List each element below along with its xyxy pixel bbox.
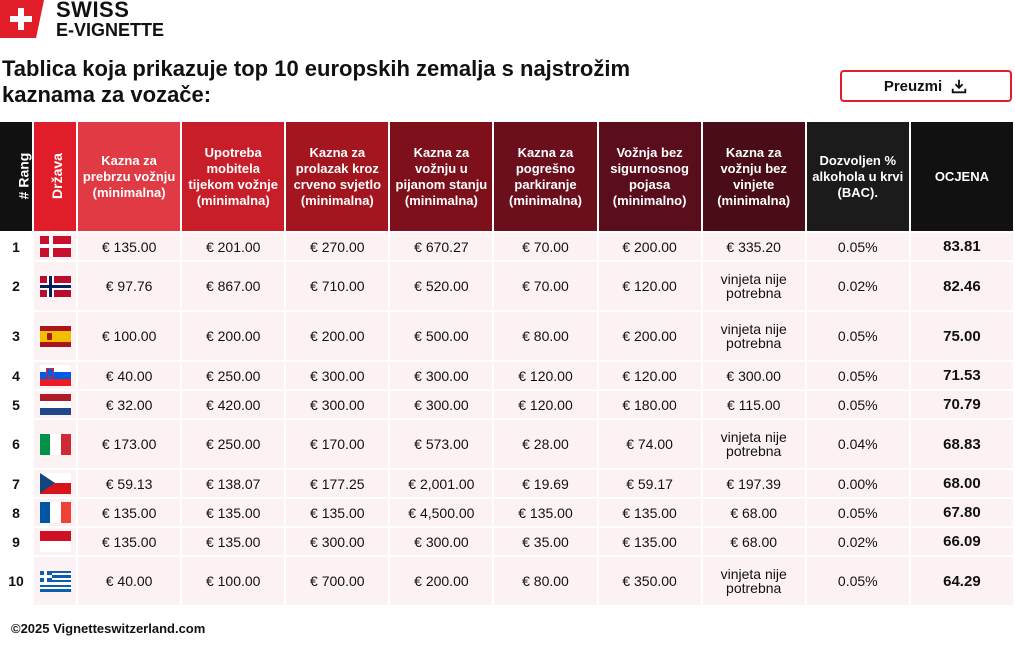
country-cell bbox=[34, 420, 76, 468]
phone-cell: € 200.00 bbox=[182, 312, 284, 360]
speeding-cell: € 32.00 bbox=[78, 391, 180, 418]
header-vignette: Kazna za vožnju bez vinjete (minimalna) bbox=[703, 122, 805, 231]
redlight-cell: € 700.00 bbox=[286, 557, 388, 605]
country-cell bbox=[34, 362, 76, 389]
header-seatbelt: Vožnja bez sigurnosnog pojasa (minimalno) bbox=[599, 122, 701, 231]
netherlands-flag-icon bbox=[40, 394, 71, 415]
parking-cell: € 35.00 bbox=[494, 528, 596, 555]
logo-line2: E-VIGNETTE bbox=[56, 20, 165, 40]
score-cell: 67.80 bbox=[911, 499, 1013, 526]
redlight-cell: € 300.00 bbox=[286, 362, 388, 389]
parking-cell: € 80.00 bbox=[494, 557, 596, 605]
seatbelt-cell: € 200.00 bbox=[599, 312, 701, 360]
phone-cell: € 250.00 bbox=[182, 362, 284, 389]
swiss-flag-icon bbox=[0, 0, 44, 38]
vignette-cell: € 115.00 bbox=[703, 391, 805, 418]
speeding-cell: € 135.00 bbox=[78, 499, 180, 526]
drunk-cell: € 670.27 bbox=[390, 233, 492, 260]
country-cell bbox=[34, 470, 76, 497]
drunk-cell: € 300.00 bbox=[390, 362, 492, 389]
table-row bbox=[0, 362, 1013, 389]
table-row bbox=[0, 528, 1013, 555]
rank-cell: 9 bbox=[0, 528, 32, 555]
seatbelt-cell: € 350.00 bbox=[599, 557, 701, 605]
table-row bbox=[0, 557, 1013, 605]
bac-cell: 0.00% bbox=[807, 470, 909, 497]
rank-cell: 1 bbox=[0, 233, 32, 260]
rank-cell: 10 bbox=[0, 557, 32, 605]
bac-cell: 0.05% bbox=[807, 233, 909, 260]
vignette-cell: vinjeta nije potrebna bbox=[703, 262, 805, 310]
download-icon bbox=[950, 77, 968, 95]
bac-cell: 0.05% bbox=[807, 312, 909, 360]
drunk-cell: € 200.00 bbox=[390, 557, 492, 605]
speeding-cell: € 59.13 bbox=[78, 470, 180, 497]
seatbelt-cell: € 180.00 bbox=[599, 391, 701, 418]
country-cell bbox=[34, 557, 76, 605]
vignette-cell: € 335.20 bbox=[703, 233, 805, 260]
header-parking: Kazna za pogrešno parkiranje (minimalna) bbox=[494, 122, 596, 231]
drunk-cell: € 500.00 bbox=[390, 312, 492, 360]
table-row bbox=[0, 470, 1013, 497]
phone-cell: € 135.00 bbox=[182, 499, 284, 526]
rank-cell: 2 bbox=[0, 262, 32, 310]
phone-cell: € 201.00 bbox=[182, 233, 284, 260]
header-row bbox=[0, 122, 1013, 231]
seatbelt-cell: € 74.00 bbox=[599, 420, 701, 468]
country-cell bbox=[34, 391, 76, 418]
france-flag-icon bbox=[40, 502, 71, 523]
bac-cell: 0.05% bbox=[807, 499, 909, 526]
parking-cell: € 135.00 bbox=[494, 499, 596, 526]
rank-cell: 8 bbox=[0, 499, 32, 526]
slovenia-flag-icon bbox=[40, 365, 71, 386]
seatbelt-cell: € 120.00 bbox=[599, 262, 701, 310]
country-cell bbox=[34, 233, 76, 260]
phone-cell: € 867.00 bbox=[182, 262, 284, 310]
redlight-cell: € 270.00 bbox=[286, 233, 388, 260]
vignette-cell: vinjeta nije potrebna bbox=[703, 312, 805, 360]
vignette-cell: € 197.39 bbox=[703, 470, 805, 497]
rank-cell: 4 bbox=[0, 362, 32, 389]
greece-flag-icon bbox=[40, 571, 71, 592]
parking-cell: € 120.00 bbox=[494, 362, 596, 389]
logo bbox=[0, 0, 200, 40]
table-row bbox=[0, 499, 1013, 526]
score-cell: 66.09 bbox=[911, 528, 1013, 555]
country-cell bbox=[34, 528, 76, 555]
redlight-cell: € 200.00 bbox=[286, 312, 388, 360]
denmark-flag-icon bbox=[40, 236, 71, 257]
drunk-cell: € 573.00 bbox=[390, 420, 492, 468]
header-drunk: Kazna za vožnju u pijanom stanju (minimalna) bbox=[390, 122, 492, 231]
table-row bbox=[0, 262, 1013, 310]
bac-cell: 0.05% bbox=[807, 557, 909, 605]
rank-cell: 7 bbox=[0, 470, 32, 497]
monaco-flag-icon bbox=[40, 531, 71, 552]
score-cell: 82.46 bbox=[911, 262, 1013, 310]
speeding-cell: € 135.00 bbox=[78, 528, 180, 555]
seatbelt-cell: € 120.00 bbox=[599, 362, 701, 389]
parking-cell: € 70.00 bbox=[494, 233, 596, 260]
drunk-cell: € 4,500.00 bbox=[390, 499, 492, 526]
speeding-cell: € 40.00 bbox=[78, 557, 180, 605]
vignette-cell: € 300.00 bbox=[703, 362, 805, 389]
speeding-cell: € 100.00 bbox=[78, 312, 180, 360]
bac-cell: 0.05% bbox=[807, 362, 909, 389]
table-row bbox=[0, 312, 1013, 360]
parking-cell: € 28.00 bbox=[494, 420, 596, 468]
seatbelt-cell: € 135.00 bbox=[599, 528, 701, 555]
redlight-cell: € 135.00 bbox=[286, 499, 388, 526]
header-phone: Upotreba mobitela tijekom vožnje (minimalna) bbox=[182, 122, 284, 231]
drunk-cell: € 2,001.00 bbox=[390, 470, 492, 497]
seatbelt-cell: € 59.17 bbox=[599, 470, 701, 497]
vignette-cell: € 68.00 bbox=[703, 528, 805, 555]
speeding-cell: € 40.00 bbox=[78, 362, 180, 389]
bac-cell: 0.02% bbox=[807, 528, 909, 555]
vignette-cell: vinjeta nije potrebna bbox=[703, 420, 805, 468]
table-row bbox=[0, 391, 1013, 418]
country-cell bbox=[34, 499, 76, 526]
header-score: OCJENA bbox=[911, 122, 1013, 231]
bac-cell: 0.02% bbox=[807, 262, 909, 310]
score-cell: 64.29 bbox=[911, 557, 1013, 605]
parking-cell: € 19.69 bbox=[494, 470, 596, 497]
drunk-cell: € 300.00 bbox=[390, 528, 492, 555]
table-row bbox=[0, 233, 1013, 260]
bac-cell: 0.05% bbox=[807, 391, 909, 418]
header-bac: Dozvoljen % alkohola u krvi (BAC). bbox=[807, 122, 909, 231]
drunk-cell: € 520.00 bbox=[390, 262, 492, 310]
vignette-cell: € 68.00 bbox=[703, 499, 805, 526]
logo-line1: SWISS bbox=[56, 0, 130, 22]
czech-flag-icon bbox=[40, 473, 71, 494]
parking-cell: € 120.00 bbox=[494, 391, 596, 418]
phone-cell: € 250.00 bbox=[182, 420, 284, 468]
redlight-cell: € 710.00 bbox=[286, 262, 388, 310]
speeding-cell: € 97.76 bbox=[78, 262, 180, 310]
table-row bbox=[0, 420, 1013, 468]
parking-cell: € 70.00 bbox=[494, 262, 596, 310]
bac-cell: 0.04% bbox=[807, 420, 909, 468]
download-label: Preuzmi bbox=[883, 77, 943, 95]
country-cell bbox=[34, 262, 76, 310]
score-cell: 68.00 bbox=[911, 470, 1013, 497]
vignette-cell: vinjeta nije potrebna bbox=[703, 557, 805, 605]
penalties-table bbox=[0, 120, 1015, 607]
speeding-cell: € 173.00 bbox=[78, 420, 180, 468]
phone-cell: € 135.00 bbox=[182, 528, 284, 555]
rank-cell: 5 bbox=[0, 391, 32, 418]
spain-flag-icon bbox=[40, 326, 71, 347]
rank-cell: 6 bbox=[0, 420, 32, 468]
phone-cell: € 420.00 bbox=[182, 391, 284, 418]
score-cell: 75.00 bbox=[911, 312, 1013, 360]
score-cell: 83.81 bbox=[911, 233, 1013, 260]
header-speeding: Kazna za prebrzu vožnju (minimalna) bbox=[78, 122, 180, 231]
speeding-cell: € 135.00 bbox=[78, 233, 180, 260]
drunk-cell: € 300.00 bbox=[390, 391, 492, 418]
rank-cell: 3 bbox=[0, 312, 32, 360]
redlight-cell: € 170.00 bbox=[286, 420, 388, 468]
italy-flag-icon bbox=[40, 434, 71, 455]
score-cell: 71.53 bbox=[911, 362, 1013, 389]
redlight-cell: € 177.25 bbox=[286, 470, 388, 497]
redlight-cell: € 300.00 bbox=[286, 528, 388, 555]
phone-cell: € 138.07 bbox=[182, 470, 284, 497]
seatbelt-cell: € 135.00 bbox=[599, 499, 701, 526]
country-cell bbox=[34, 312, 76, 360]
page-title: Tablica koja prikazuje top 10 europskih zemalja s najstrožim kaznama za vozače: bbox=[2, 56, 631, 107]
score-cell: 68.83 bbox=[911, 420, 1013, 468]
redlight-cell: € 300.00 bbox=[286, 391, 388, 418]
seatbelt-cell: € 200.00 bbox=[599, 233, 701, 260]
footer-copyright: ©2025 Vignetteswitzerland.com bbox=[11, 621, 206, 636]
score-cell: 70.79 bbox=[911, 391, 1013, 418]
parking-cell: € 80.00 bbox=[494, 312, 596, 360]
header-country: Država bbox=[34, 122, 76, 231]
header-redlight: Kazna za prolazak kroz crveno svjetlo (minimalna) bbox=[286, 122, 388, 231]
phone-cell: € 100.00 bbox=[182, 557, 284, 605]
norway-flag-icon bbox=[40, 276, 71, 297]
download-button[interactable] bbox=[840, 70, 1012, 102]
header-rank: # Rang bbox=[0, 122, 32, 231]
